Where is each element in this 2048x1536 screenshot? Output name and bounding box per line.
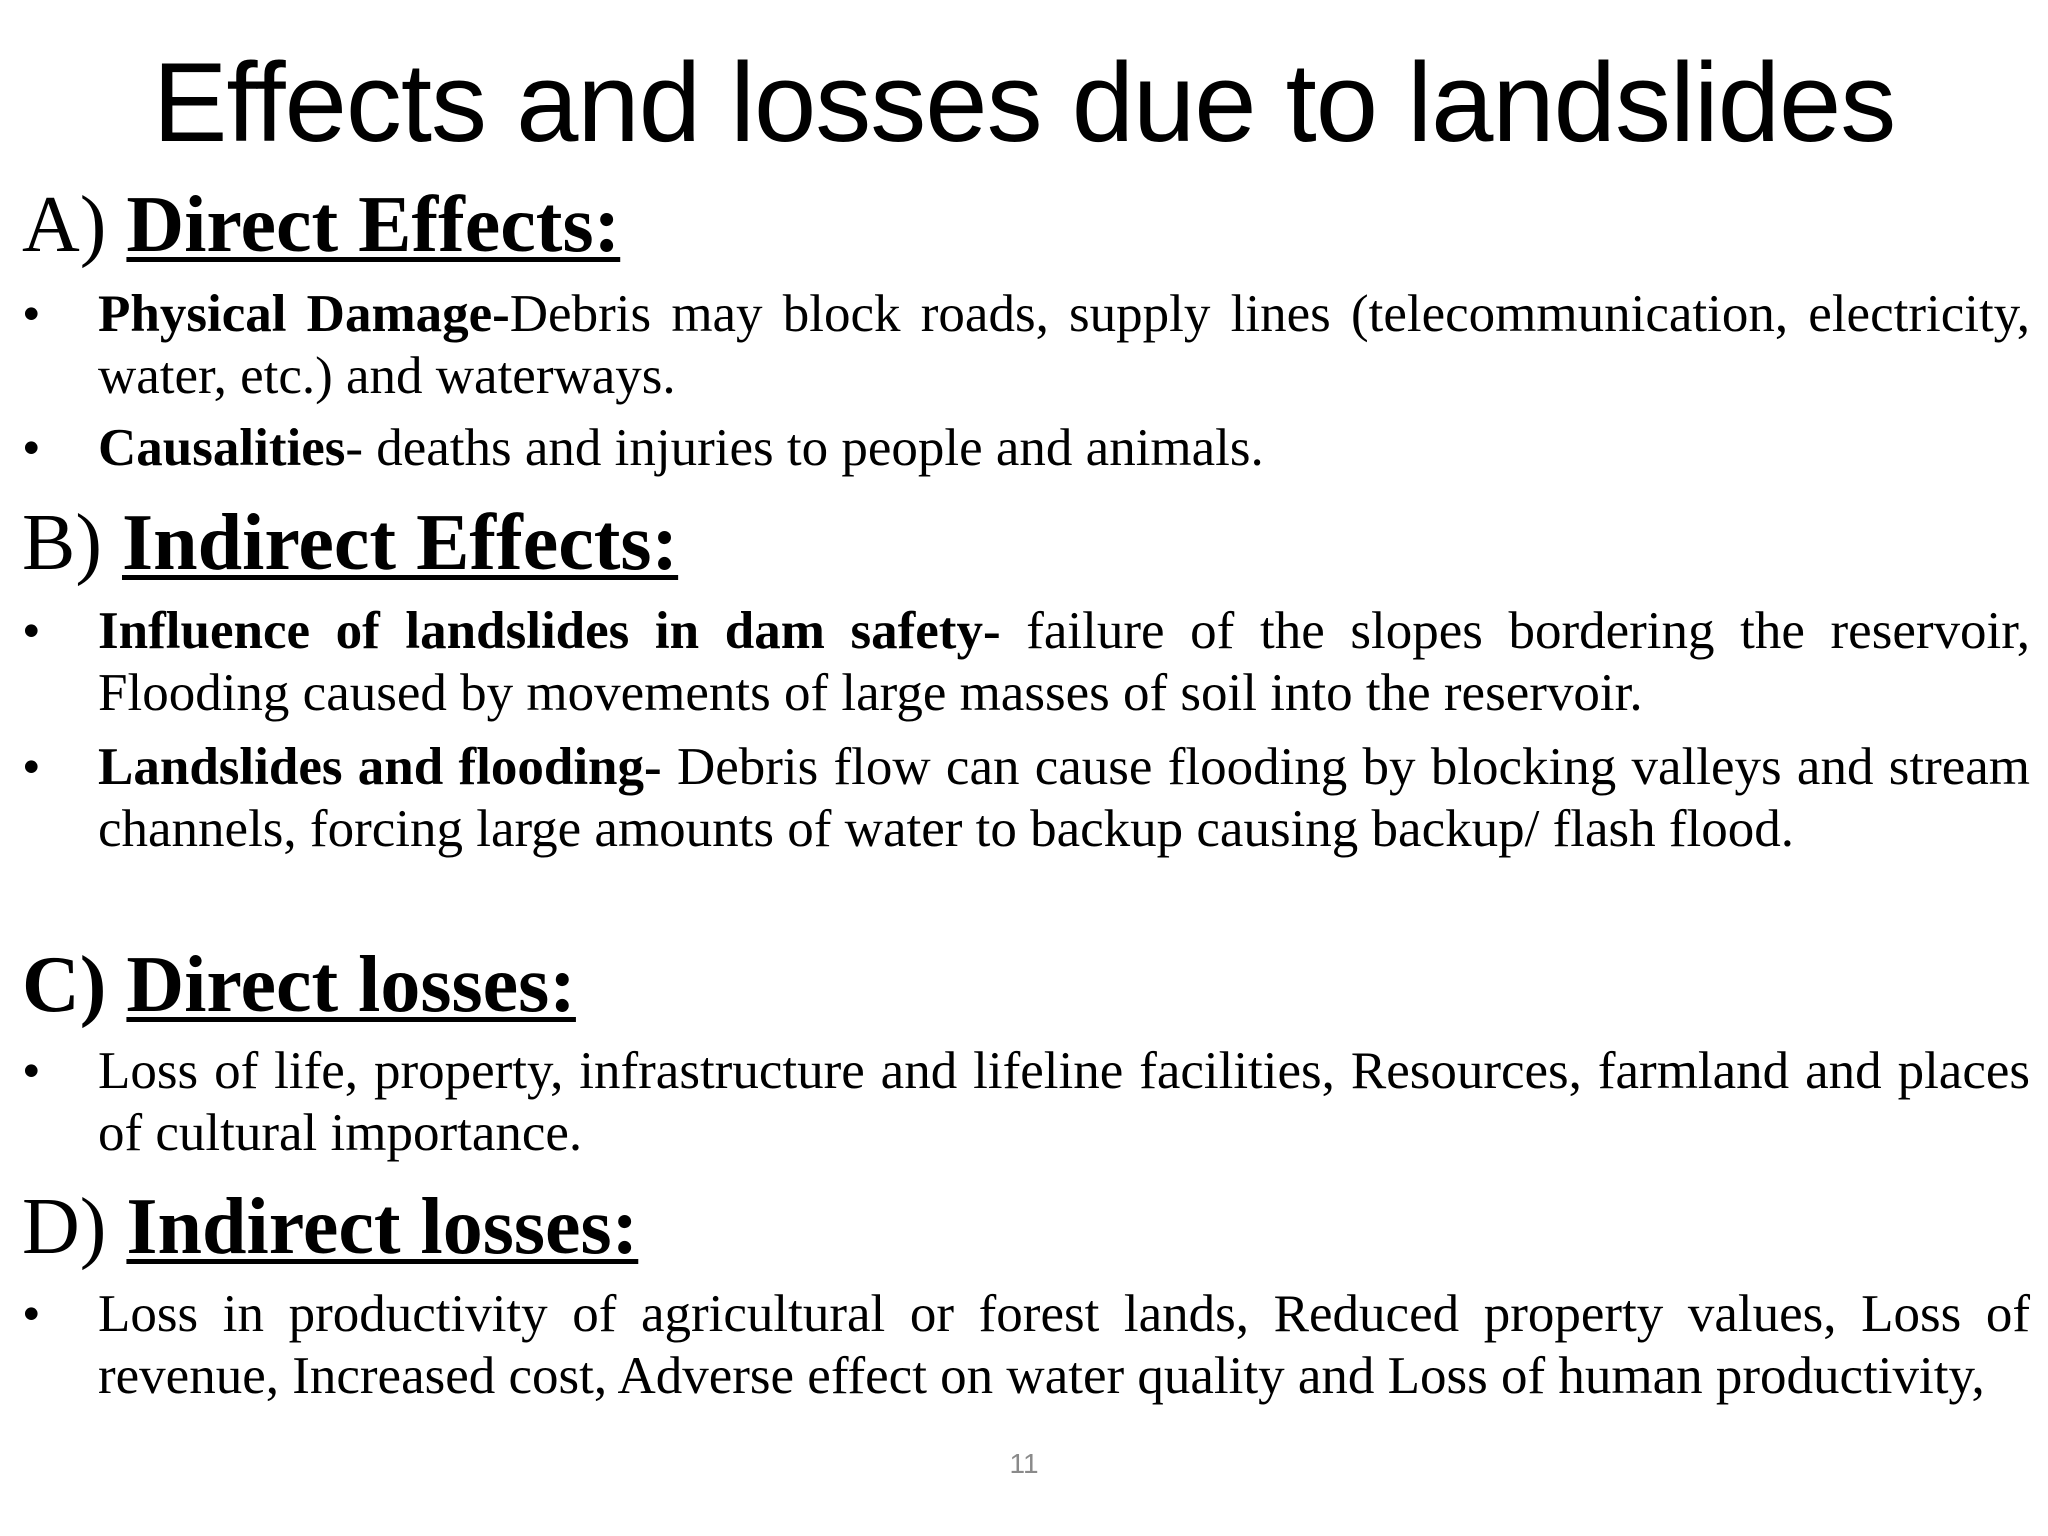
bullet-text	[98, 283, 2030, 407]
section-letter: B)	[22, 499, 102, 587]
bullet-text	[98, 1283, 2030, 1407]
bullet-body-text: - deaths and injuries to people and animals.	[345, 419, 1264, 477]
bullet-bold-lead: Physical Damage-	[98, 285, 510, 343]
bullet-icon: •	[22, 419, 41, 477]
bullet-icon: •	[22, 1042, 41, 1100]
bullet-bold-lead: Influence of landslides in dam safety-	[98, 602, 1001, 660]
bullet-body-text: failure of the slopes bordering the reservoir, Flooding caused by movements of large masses of soil into the reservoir.	[98, 602, 2031, 722]
bullet-bold-lead: Causalities	[98, 419, 346, 477]
section-title: Indirect Effects:	[122, 499, 679, 587]
bullet-text	[98, 600, 2030, 724]
bullet-icon: •	[22, 285, 41, 343]
bullet-icon: •	[22, 738, 41, 796]
section-title: Direct Effects:	[126, 181, 621, 269]
section-letter: A)	[22, 181, 107, 269]
bullet-body-text: Loss in productivity of agricultural or forest lands, Reduced property values, Loss of revenue, Increased cost, Adverse effect on water quality and Loss of human productivity,	[98, 1285, 2030, 1405]
section-heading-c	[22, 940, 576, 1030]
bullet-body-text: Debris flow can cause flooding by blocking valleys and stream channels, forcing large amounts of water to backup causing backup/ flash flood.	[98, 738, 2030, 858]
section-heading-d	[22, 1182, 638, 1272]
bullet-text	[98, 736, 2030, 860]
section-letter: D)	[22, 1183, 107, 1271]
section-heading-b	[22, 498, 678, 588]
section-title: Direct losses:	[126, 941, 576, 1029]
page-number: 11	[1009, 1448, 1039, 1479]
bullet-icon: •	[22, 602, 41, 660]
bullet-icon: •	[22, 1285, 41, 1343]
section-heading-a	[22, 180, 620, 270]
bullet-text	[98, 1040, 2030, 1164]
section-title: Indirect losses:	[126, 1183, 639, 1271]
section-letter: C)	[22, 941, 107, 1029]
bullet-body-text: Loss of life, property, infrastructure and lifeline facilities, Resources, farmland and places of cultural importance.	[98, 1042, 2030, 1162]
bullet-bold-lead: Landslides and flooding-	[98, 738, 662, 796]
bullet-text	[98, 417, 2030, 479]
bullet-body-text: Debris may block roads, supply lines (telecommunication, electricity, water, etc.) and waterways.	[98, 285, 2030, 405]
slide-title: Effects and losses due to landslides	[152, 40, 1896, 165]
